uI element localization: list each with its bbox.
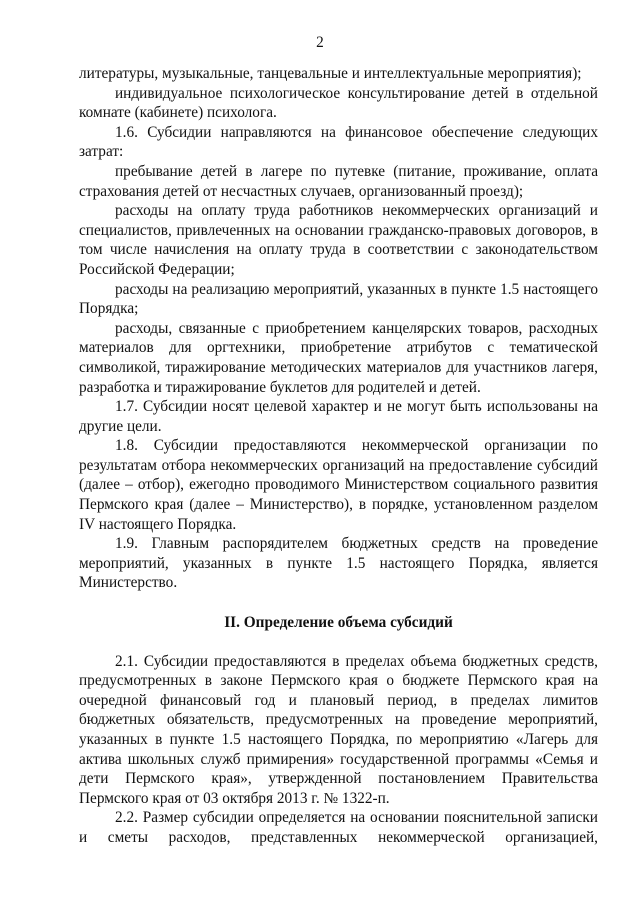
paragraph-expense-events: расходы на реализацию мероприятий, указанных в пункте 1.5 настоящего Порядка; bbox=[79, 280, 598, 318]
paragraph-1-9: 1.9. Главным распорядителем бюджетных средств на проведение мероприятий, указанных в пункте 1.5 настоящего Порядка, является Министерство. bbox=[79, 535, 598, 592]
paragraph-expense-labor: расходы на оплату труда работников некоммерческих организаций и специалистов, привлеченных на основании гражданско-правовых договоров, в том числе начисления на оплату труда в соответствии с законодательством Российской Федерации; bbox=[79, 202, 598, 278]
paragraph-1-7: 1.7. Субсидии носят целевой характер и не могут быть использованы на другие цели. bbox=[79, 398, 598, 435]
paragraph-2-1: 2.1. Субсидии предоставляются в пределах объема бюджетных средств, предусмотренных в законе Пермского края о бюджете Пермского края на очередной финансовый год и плановый период, в пределах лимитов бюджетных обязательств, предусмотренных на проведение мероприятий, указанных в пункте 1.5 настоящего Порядка, по мероприятию «Лагерь для актива школьных служб примирения» государственной программы «Семья и дети Пермского края», утвержденной постановлением Правительства Пермского края от 03 октября 2013 г. № 1322-п. bbox=[79, 652, 598, 807]
paragraph-psych-consulting: индивидуальное психологическое консультирование детей в отдельной комнате (кабинете) психолога. bbox=[79, 84, 598, 122]
paragraph-1-8: 1.8. Субсидии предоставляются некоммерческой организации по результатам отбора некоммерческих организаций на предоставление субсидий (далее – отбор), ежегодно проводимого Министерством социального развития Пермского края (далее – Министерство), в порядке, установленном разделом IV настоящего Порядка. bbox=[79, 437, 598, 533]
section-heading: II. Определение объема субсидий bbox=[224, 614, 453, 632]
page-number: 2 bbox=[316, 34, 324, 51]
paragraph-1-6: 1.6. Субсидии направляются на финансовое обеспечение следующих затрат: bbox=[79, 123, 598, 161]
paragraph-continuation: литературы, музыкальные, танцевальные и интеллектуальные мероприятия); bbox=[79, 65, 582, 82]
paragraph-expense-stay: пребывание детей в лагере по путевке (питание, проживание, оплата страхования детей от несчастных случаев, организованный проезд); bbox=[79, 162, 598, 200]
document-body bbox=[79, 64, 598, 848]
paragraph-expense-supplies: расходы, связанные с приобретением канцелярских товаров, расходных материалов для оргтехники, приобретение атрибутов с тематической символикой, тиражирование методических материалов для участников лагеря, разработка и тиражирование буклетов для родителей и детей. bbox=[79, 319, 598, 396]
paragraph-2-2: 2.2. Размер субсидии определяется на основании пояснительной записки и сметы расходов, представленных некоммерческой организацией, bbox=[79, 809, 598, 846]
